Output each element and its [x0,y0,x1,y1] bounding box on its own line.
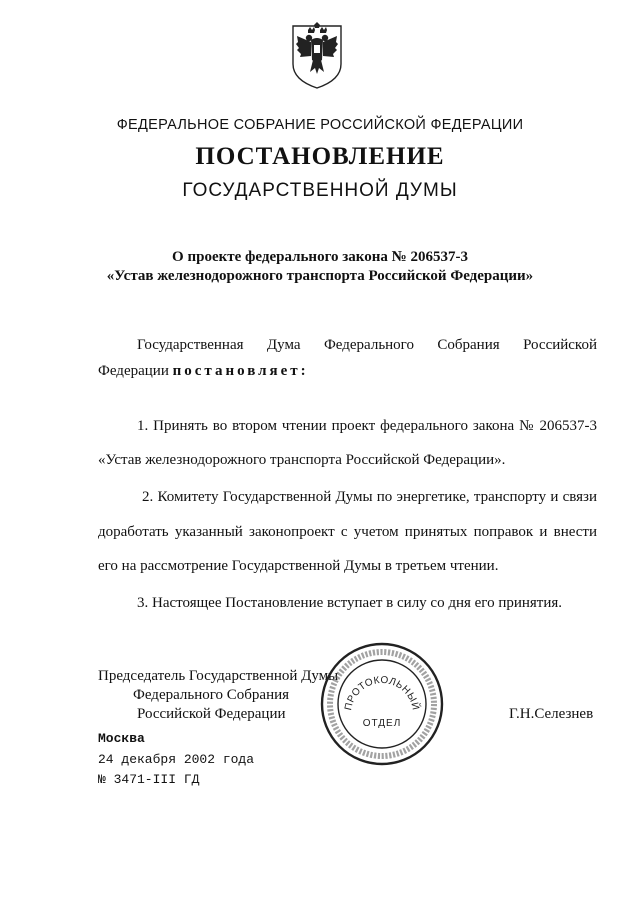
item-2-line-1: 2. Комитету Государственной Думы по энергетике, транспорту и связи [142,489,597,505]
footer-city: Москва [98,731,145,746]
item-1-line-1: 1. Принять во втором чтении проект федерального закона № 206537-3 [137,418,597,434]
signatory-title-line-1: Председатель Государственной Думы [98,668,339,684]
preamble-line-2 [98,363,309,380]
footer-number: № 3471-III ГД [98,772,200,787]
preamble-line-1: Государственная Дума Федерального Собрания Российской [137,337,597,353]
document-issuer: ГОСУДАРСТВЕННОЙ ДУМЫ [182,180,458,201]
subject-line-2: «Устав железнодорожного транспорта Российской Федерации» [106,268,534,284]
seal-stamp-icon [318,640,446,768]
footer-date: 24 декабря 2002 года [98,752,255,767]
document-type: ПОСТАНОВЛЕНИЕ [195,143,445,170]
item-1-line-2: «Устав железнодорожного транспорта Российской Федерации». [98,452,506,468]
subject-line-1: О проекте федерального закона № 206537-3 [172,249,468,265]
item-3: 3. Настоящее Постановление вступает в силу со дня его принятия. [137,595,563,611]
signatory-title-line-3: Российской Федерации [137,706,286,722]
assembly-title: ФЕДЕРАЛЬНОЕ СОБРАНИЕ РОССИЙСКОЙ ФЕДЕРАЦИИ [116,117,524,133]
preamble-federation: Федерации [98,363,169,379]
signatory-name: Г.Н.Селезнев [509,706,594,722]
svg-text:ОТДЕЛ: ОТДЕЛ [362,718,402,729]
item-2-line-3: его на рассмотрение Государственной Думы в третьем чтении. [98,558,499,574]
signatory-title-line-2: Федерального Собрания [133,687,290,703]
item-2-line-2: доработать указанный законопроект с учетом принятых поправок и внести [98,524,597,540]
decree-word: постановляет: [172,363,309,379]
svg-text:ПРОТОКОЛЬНЫЙ: ПРОТОКОЛЬНЫЙ [343,674,421,712]
double-headed-eagle-icon [289,20,345,90]
